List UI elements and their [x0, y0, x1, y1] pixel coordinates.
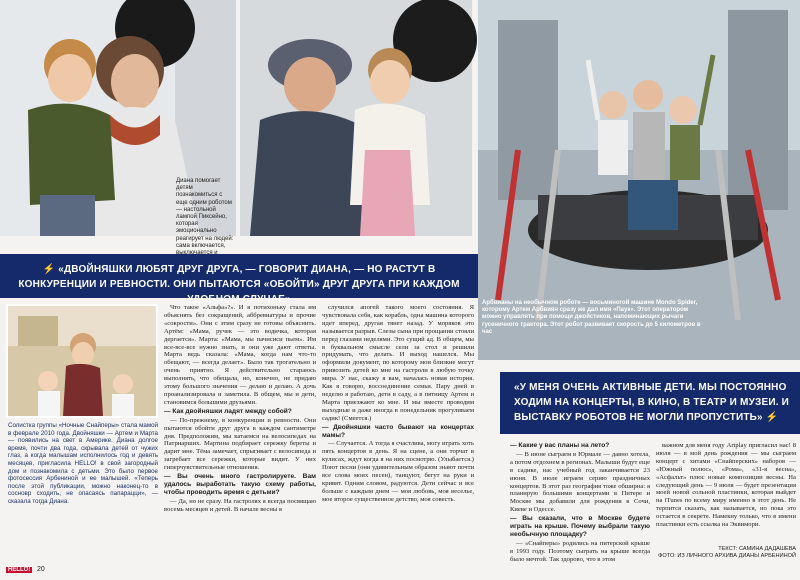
col4-paragraph: важном для меня году Artplay пригласил нас! 8 июля — в мой день рождения — мы сыграем концерт с хитами «Снайперских» наборов — «Южный полюс», «Рома», «31-я весна», «Асфальт» плюс новые композиции весны. На следующий день — 9 июля — будет презентация моей новой сольной пластинки, которая выйдет на iTunes по всему миру именно в этот день. Не терпится сказать, как называется, но пока это остается в секрете. Намекну только, что в имени пластинки есть ссылка на Эквимори. [656, 442, 796, 529]
brand-logo: HELLO! [8, 567, 31, 573]
col1-question: — Вы очень много гастролируете. Вам удалось выработать такую схему работы, чтобы проводить время с детьми? [164, 473, 316, 496]
credits-photo: ФОТО: ИЗ ЛИЧНОГО АРХИВА ДИАНЫ АРБЕНИНОЙ [658, 553, 796, 559]
col1-paragraph: — По-прежнему, в конкуренции и ревности. Они пытаются обойти друг друга в каждом сантиметре дня. Предположим, мы катаемся на велосипедах на Патриарших. Мартина подбирает сережку береты и дарит мне. Тёма замечает, спрыгивает с велосипеда и загребает все сережки, которые видит. У них гиперчувствительные отношения. [164, 416, 316, 472]
col1-question: — Как двойняшки ладят между собой? [164, 407, 292, 415]
article-column-1 [164, 304, 316, 566]
photo-mother-son-kitchen [0, 0, 236, 249]
bolt-icon: ⚡ [765, 412, 779, 423]
article-column-2 [322, 304, 474, 566]
credits [656, 546, 796, 560]
caption-robot-photo: Арбвианы на необычном роботе — восьминогой машине Mondo Spider, которому Артем Арбвиян сразу же дал имя «Паук». Этот оператором можно управлять при помощи джойстиков, напоминающих рычаги гусеничного трактора. Этот робот развивает скорость до 5 километров в час [482, 300, 701, 335]
col3-question: — Какие у вас планы на лето? [510, 442, 610, 449]
col2-question: — Двойняшки часто бывают на концертах мамы? [322, 423, 474, 439]
col2-paragraph: случился апогей такого моего состояния. Я чувствовала себя, как корабль, одна машина которого идет вперед, другая тянет назад. У моряков это называется разрыв. Слезы сына при прощании стояли перед глазами неделями. Это сущий ад. В общем, мы в буквальном смысле сели за стол и решили придумать, что делать. И выход нашелся. Мы оформили документ, по которому мои близкие могут привозить детей ко мне на гастроли в любую точку мира. У нас, скажу я вам, началась новая история. Как я говорю, воссоединение семьи. Пару дней в неделю я работаю, дети в саду, а в пятницу Артем и Марта приезжают ко мне. И мы вместе проводим выходные и даже иногда в понедельник прогуливаем садик! (Смеется.) [322, 304, 474, 422]
col3-question: — Вы сказали, что в Москве будете играть на крыше. Почему выбрали такую необычную площадку? [510, 515, 650, 538]
bolt-icon: ⚡ [42, 264, 56, 275]
credits-text: ТЕКСТ: САМИНА ДАДАШЕВА [718, 546, 796, 552]
article-column-4 [656, 442, 796, 540]
photo-archive-family-art [8, 306, 156, 416]
photo-diana-daughter-art [240, 0, 472, 236]
photo-archive-family [6, 304, 158, 418]
photo-diana-daughter [240, 0, 472, 236]
col2-paragraph: — Случается. А тогда я счастлива, могу играть хоть пять концертов в день. Я на сцене, а они торчат в кулисах, ждут когда я на них посмотрю. (Улыбается.) Поют песни (они удивительным образом знают почти все слова моих песен), танцуют, бегут на руки и кривят. Одним словом, радуются. Дети сейчас и все больше с каждым днем — моя любовь, моя веселье, мое второе существенное детство, моя совесть. [322, 440, 474, 503]
page-footer [6, 566, 66, 578]
caption-top-photo: Диана помогает детям познакомиться с еще одним роботом — настольной лампой Пиксейно, которая эмоционально реагирует на людей: сама включается, [176, 178, 234, 249]
col3-paragraph: — «Снайперы» родились на питерской крыше в 1993 году. Поэтому сыграть на крыше всегда было мечтой. Так здорово, что в этом [510, 539, 650, 563]
article-column-3 [510, 442, 650, 566]
pull-quote-right-text: «У МЕНЯ ОЧЕНЬ АКТИВНЫЕ ДЕТИ. МЫ ПОСТОЯННО ХОДИМ НА КОНЦЕРТЫ, В КИНО, В ТЕАТР И МУЗЕИ. И ВЫСТАВКУ РОБОТОВ НЕ МОГЛИ ПРОПУСТИТЬ» [514, 382, 790, 423]
col1-paragraph: Что такое «Альфа»?». И я потихоньку стала им объяснять без сокращений, аббревиатуры и прочие «сокрости». Они с этим сразу не готовы объяснить. Артём: «Мама, ручек — это водичка, которая дергается». Марта: «Мама, мы пачисиси пьем». Им все-все-все нужно знать, и они уже дают ответы. Марта ведь сказала: «Мама, когда нам что-то обещают, — всегда делает». Было так трогательно и очень приятно. Я действительно стараюсь выполнять, что обещала, но, конечно, не придаю этому большого значения — делаю и делаю. А дочь проанализировала и заметила. В общем, мы и дети, становимся большими друзьями. [164, 304, 316, 406]
col3-paragraph: — В июне сыграем в Юрмале — давно хотела, а потом отдохнем в регионах. Малыши будут еще в садике, нас учебный год заканчивается 23 июня. В июле играем серию праздничных концертов. В этот раз география тоже обширна: я планирую большими концертами в Питере и Москве мы добавили для рождения в Сочи, Киеве и Одессе. [510, 450, 650, 514]
pull-quote-right [500, 372, 800, 434]
pull-quote-left-text: «ДВОЙНЯШКИ ЛЮБЯТ ДРУГ ДРУГА, — ГОВОРИТ ДИАНА, — НО РАСТУТ В КОНКУРЕНЦИИ И РЕВНОСТИ. ОНИ ПЫТАЮТСЯ «ОБОЙТИ» ДРУГ ДРУГА ПРИ КАЖДОМ УДОБНОМ СЛУЧАЕ» [18, 264, 460, 305]
caption-left-bottom: Солистка группы «Ночные Снайперы» стала мамой в феврале 2010 года. Двойняшки — Артем и Марта — появились на свет в Америке. Диана долгое время, почти два года, скрывала детей от чужих глаз, а когда малышам исполнилось год и девять месяцев, пригласила HELLO! в свой загородный дом и познакомила с детьми. Это было первое фотосессия Арбениной и ее малышей. «Теперь после этой публикации, можно наконец-то в сосновр сходить, не опасаясь папарацци», — сказала тогда Диана. [8, 422, 158, 505]
photo-robot-spider [478, 0, 800, 360]
page-number: 20 [37, 566, 45, 573]
pull-quote-left [0, 254, 478, 305]
col1-paragraph: — Да, но не сразу. На гастролях я всегда посвящаю восемь месяцев и детей. В начале весны я [164, 497, 316, 513]
